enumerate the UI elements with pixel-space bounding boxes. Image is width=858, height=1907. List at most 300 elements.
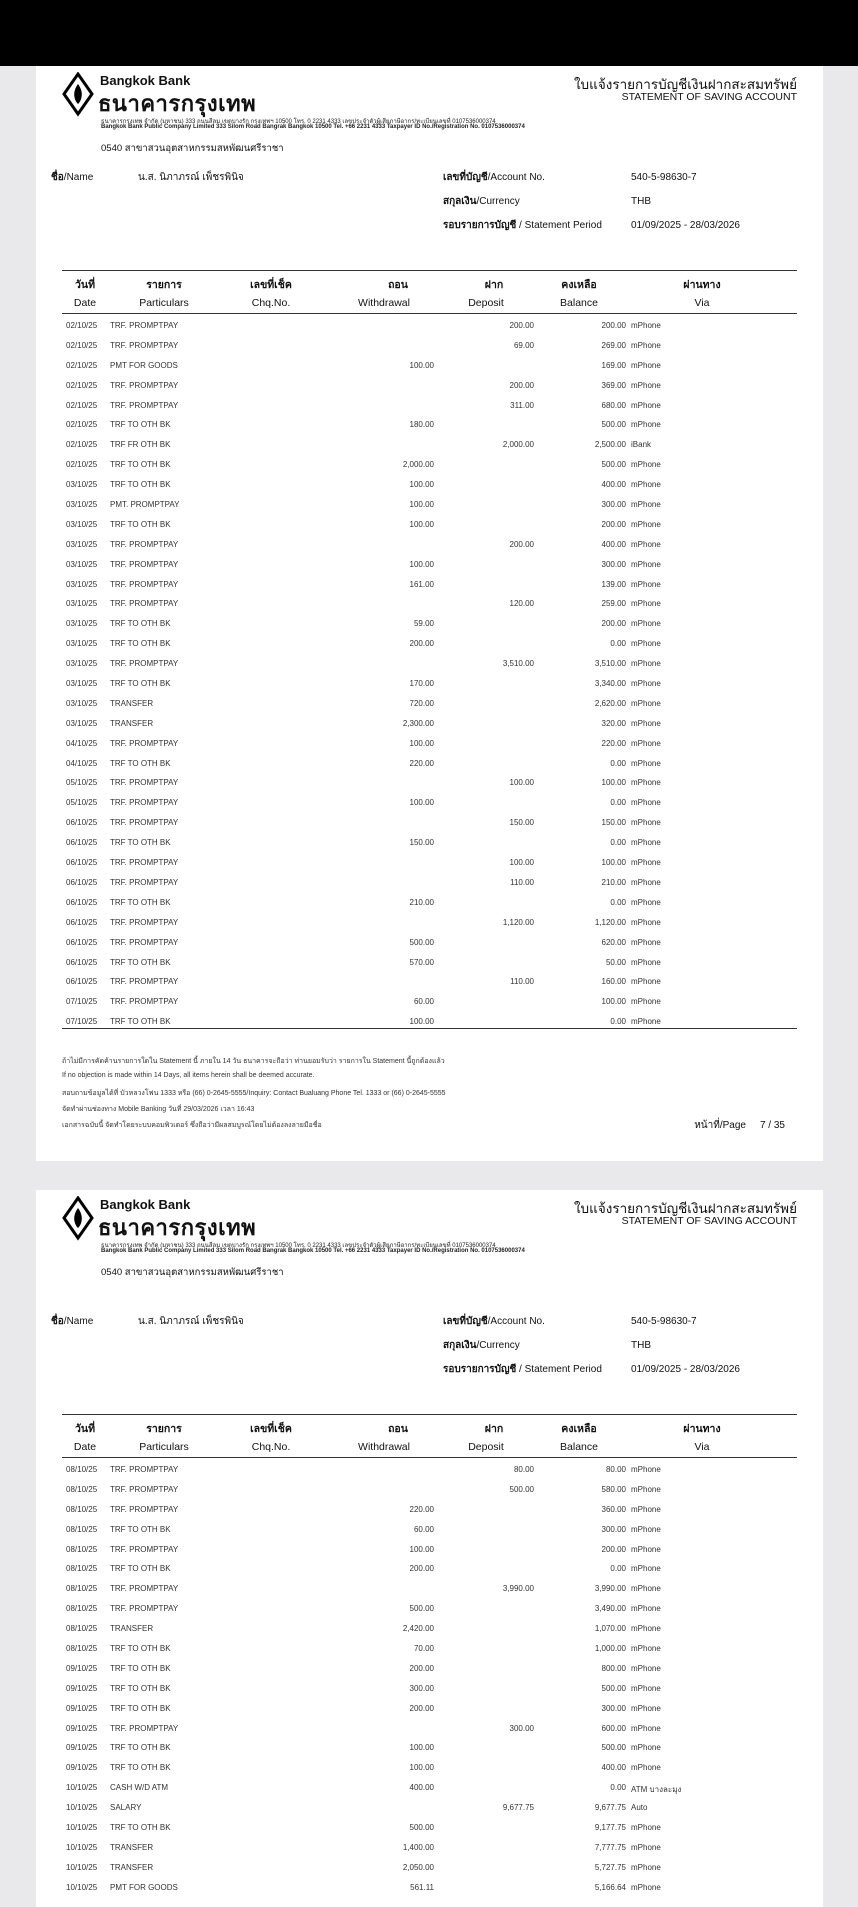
- row-balance: 400.00: [601, 539, 626, 549]
- row-balance: 800.00: [601, 1663, 626, 1673]
- row-balance: 0.00: [610, 1564, 626, 1574]
- row-particulars: TRF TO OTH BK: [110, 1823, 171, 1833]
- row-balance: 9,677.75: [594, 1803, 626, 1813]
- row-balance: 300.00: [601, 1703, 626, 1713]
- statement-period-value: 01/09/2025 - 28/03/2026: [631, 220, 740, 231]
- row-deposit: 80.00: [513, 1465, 534, 1474]
- row-deposit: 100.00: [509, 778, 534, 788]
- row-balance: 200.00: [601, 1544, 626, 1554]
- table-row: [36, 1758, 823, 1778]
- row-balance: 369.00: [601, 380, 626, 390]
- row-balance: 620.00: [601, 937, 626, 947]
- statement-period-label: รอบรายการบัญชี / Statement Period: [443, 1364, 602, 1375]
- bank-name-th: ธนาคารกรุงเทพ: [98, 1215, 257, 1240]
- col-withdrawal-en: Withdrawal: [358, 1441, 410, 1453]
- row-balance: 0.00: [610, 639, 626, 649]
- row-withdrawal: 100.00: [409, 738, 434, 748]
- row-via: mPhone: [631, 1862, 661, 1872]
- col-chq-en: Chq.No.: [251, 297, 291, 309]
- row-particulars: TRF TO OTH BK: [110, 758, 171, 768]
- row-date: 09/10/25: [66, 1663, 98, 1673]
- row-via: mPhone: [631, 480, 661, 490]
- row-via: mPhone: [631, 340, 661, 350]
- row-date: 06/10/25: [66, 818, 98, 828]
- row-particulars: TRF. PROMPTPAY: [110, 997, 179, 1007]
- row-balance: 3,490.00: [594, 1604, 626, 1614]
- col-balance-en: Balance: [560, 1441, 598, 1453]
- row-date: 08/10/25: [66, 1544, 98, 1554]
- row-via: mPhone: [631, 1504, 661, 1514]
- row-particulars: TRF TO OTH BK: [110, 519, 171, 529]
- table-row: [36, 1460, 823, 1480]
- row-date: 02/10/25: [66, 360, 98, 370]
- row-date: 03/10/25: [66, 619, 98, 629]
- row-withdrawal: 59.00: [413, 619, 434, 629]
- row-balance: 500.00: [601, 420, 626, 430]
- row-via: mPhone: [631, 1584, 661, 1594]
- table-row: [36, 336, 823, 356]
- row-via: mPhone: [631, 917, 661, 927]
- row-date: 03/10/25: [66, 698, 98, 708]
- row-particulars: TRF. PROMPTPAY: [110, 937, 179, 947]
- row-particulars: TRF. PROMPTPAY: [110, 539, 179, 549]
- table-row: [36, 893, 823, 913]
- row-via: mPhone: [631, 1882, 661, 1892]
- row-via: mPhone: [631, 1723, 661, 1733]
- row-particulars: TRF. PROMPTPAY: [110, 818, 179, 828]
- row-date: 10/10/25: [66, 1803, 98, 1813]
- row-particulars: TRF. PROMPTPAY: [110, 1723, 179, 1733]
- row-date: 03/10/25: [66, 718, 98, 728]
- table-row: [36, 793, 823, 813]
- row-balance: 200.00: [601, 619, 626, 629]
- row-date: 06/10/25: [66, 977, 98, 987]
- table-row: [36, 1659, 823, 1679]
- row-particulars: TRF TO OTH BK: [110, 1564, 171, 1574]
- row-date: 06/10/25: [66, 917, 98, 927]
- row-balance: 50.00: [605, 957, 626, 967]
- row-balance: 1,070.00: [594, 1624, 626, 1634]
- row-balance: 0.00: [610, 1017, 626, 1027]
- row-withdrawal: 561.11: [410, 1882, 434, 1892]
- row-via: mPhone: [631, 1763, 661, 1773]
- row-date: 07/10/25: [66, 1017, 98, 1027]
- row-date: 03/10/25: [66, 539, 98, 549]
- table-row: [36, 1738, 823, 1758]
- row-balance: 360.00: [601, 1504, 626, 1514]
- table-row: [36, 654, 823, 674]
- row-via: mPhone: [631, 1743, 661, 1753]
- row-date: 02/10/25: [66, 321, 98, 330]
- col-particulars-th: รายการ: [146, 279, 182, 291]
- row-particulars: TRF TO OTH BK: [110, 1743, 171, 1753]
- bank-address-th: ธนาคารกรุงเทพ จำกัด (มหาชน) 333 ถนนสีลม เขตบางรัก กรุงเทพฯ 10500 โทร. 0 2231 4333 เลขประจำตัวผู้เสียภาษีอากร/ทะเบียนเลขที่ 0107536000374: [101, 1243, 496, 1249]
- table-row: [36, 714, 823, 734]
- row-via: mPhone: [631, 420, 661, 430]
- row-deposit: 300.00: [509, 1723, 534, 1733]
- table-row: [36, 455, 823, 475]
- row-particulars: TRF. PROMPTPAY: [110, 321, 179, 330]
- row-balance: 0.00: [610, 758, 626, 768]
- row-particulars: CASH W/D ATM: [110, 1783, 169, 1793]
- col-via-en: Via: [694, 1441, 710, 1453]
- row-via: mPhone: [631, 619, 661, 629]
- row-date: 10/10/25: [66, 1862, 98, 1872]
- row-particulars: TRF TO OTH BK: [110, 1683, 171, 1693]
- row-date: 02/10/25: [66, 420, 98, 430]
- row-balance: 150.00: [601, 818, 626, 828]
- col-deposit-en: Deposit: [468, 297, 504, 309]
- name-label: ชื่อ/Name: [51, 1316, 94, 1327]
- row-particulars: TRF. PROMPTPAY: [110, 1544, 179, 1554]
- table-row: [36, 435, 823, 455]
- row-balance: 100.00: [601, 997, 626, 1007]
- row-date: 09/10/25: [66, 1763, 98, 1773]
- row-deposit: 100.00: [509, 858, 534, 868]
- row-balance: 600.00: [601, 1723, 626, 1733]
- top-black-bar: [0, 0, 858, 66]
- row-balance: 3,510.00: [594, 659, 626, 669]
- row-balance: 500.00: [601, 1743, 626, 1753]
- row-balance: 1,120.00: [594, 917, 626, 927]
- row-balance: 169.00: [601, 360, 626, 370]
- table-row: [36, 1798, 823, 1818]
- bank-address-th: ธนาคารกรุงเทพ จำกัด (มหาชน) 333 ถนนสีลม เขตบางรัก กรุงเทพฯ 10500 โทร. 0 2231 4333 เลขประจำตัวผู้เสียภาษีอากร/ทะเบียนเลขที่ 0107536000374: [101, 119, 496, 125]
- table-row: [36, 853, 823, 873]
- table-row: [36, 754, 823, 774]
- row-date: 10/10/25: [66, 1842, 98, 1852]
- row-balance: 300.00: [601, 559, 626, 569]
- row-particulars: TRF. PROMPTPAY: [110, 599, 179, 609]
- table-row: [36, 694, 823, 714]
- row-date: 02/10/25: [66, 460, 98, 470]
- table-row: [36, 674, 823, 694]
- row-balance: 269.00: [601, 340, 626, 350]
- table-row: [36, 1500, 823, 1520]
- row-particulars: TRF TO OTH BK: [110, 460, 171, 470]
- col-withdrawal-th: ถอน: [388, 279, 408, 291]
- row-via: mPhone: [631, 579, 661, 589]
- table-row: [36, 813, 823, 833]
- col-date-en: Date: [73, 297, 97, 309]
- row-via: mPhone: [631, 321, 661, 330]
- row-particulars: TRF TO OTH BK: [110, 619, 171, 629]
- row-deposit: 69.00: [513, 340, 534, 350]
- row-withdrawal: 220.00: [409, 758, 434, 768]
- row-date: 03/10/25: [66, 500, 98, 510]
- row-withdrawal: 100.00: [409, 360, 434, 370]
- branch-name: 0540 สาขาสวนอุตสาหกรรมสหพัฒนศรีราชา: [101, 1267, 284, 1278]
- table-bottom-rule: [62, 1028, 797, 1029]
- row-balance: 3,990.00: [594, 1584, 626, 1594]
- row-via: mPhone: [631, 718, 661, 728]
- row-via: mPhone: [631, 1544, 661, 1554]
- row-via: mPhone: [631, 400, 661, 410]
- row-particulars: TRF TO OTH BK: [110, 1663, 171, 1673]
- row-via: mPhone: [631, 1564, 661, 1574]
- row-particulars: TRF. PROMPTPAY: [110, 1604, 179, 1614]
- row-particulars: TRF. PROMPTPAY: [110, 579, 179, 589]
- bangkok-bank-logo-icon: [62, 72, 94, 118]
- row-date: 03/10/25: [66, 659, 98, 669]
- row-date: 08/10/25: [66, 1484, 98, 1494]
- row-particulars: PMT FOR GOODS: [110, 1882, 178, 1892]
- row-particulars: TRF TO OTH BK: [110, 480, 171, 490]
- table-row: [36, 913, 823, 933]
- row-via: mPhone: [631, 698, 661, 708]
- row-via: mPhone: [631, 360, 661, 370]
- row-via: mPhone: [631, 1465, 661, 1474]
- table-row: [36, 614, 823, 634]
- bank-name-en: Bangkok Bank: [100, 1197, 191, 1212]
- row-date: 08/10/25: [66, 1624, 98, 1634]
- table-header-rule: [62, 313, 797, 314]
- row-via: mPhone: [631, 380, 661, 390]
- row-via: mPhone: [631, 977, 661, 987]
- row-withdrawal: 220.00: [409, 1504, 434, 1514]
- table-row: [36, 1679, 823, 1699]
- branch-name: 0540 สาขาสวนอุตสาหกรรมสหพัฒนศรีราชา: [101, 143, 284, 154]
- row-date: 08/10/25: [66, 1504, 98, 1514]
- row-date: 05/10/25: [66, 798, 98, 808]
- row-via: mPhone: [631, 858, 661, 868]
- col-particulars-en: Particulars: [139, 297, 189, 309]
- row-date: 03/10/25: [66, 480, 98, 490]
- row-date: 09/10/25: [66, 1683, 98, 1693]
- footer-objection-en: If no objection is made within 14 Days, all items herein shall be deemed accurate.: [62, 1072, 315, 1079]
- name-label: ชื่อ/Name: [51, 172, 94, 183]
- row-via: mPhone: [631, 1842, 661, 1852]
- row-deposit: 1,120.00: [502, 917, 534, 927]
- row-deposit: 110.00: [510, 877, 534, 887]
- row-via: mPhone: [631, 838, 661, 848]
- row-particulars: TRANSFER: [110, 718, 154, 728]
- row-balance: 400.00: [601, 1763, 626, 1773]
- row-balance: 580.00: [601, 1484, 626, 1494]
- account-no-value: 540-5-98630-7: [631, 172, 697, 183]
- row-particulars: TRF. PROMPTPAY: [110, 917, 179, 927]
- row-balance: 300.00: [601, 500, 626, 510]
- row-deposit: 2,000.00: [502, 440, 534, 450]
- row-particulars: TRF TO OTH BK: [110, 639, 171, 649]
- row-particulars: TRF. PROMPTPAY: [110, 1465, 179, 1474]
- col-date-th: วันที่: [75, 1423, 95, 1435]
- col-deposit-th: ฝาก: [484, 279, 504, 291]
- row-particulars: TRF TO OTH BK: [110, 420, 171, 430]
- row-balance: 259.00: [601, 599, 626, 609]
- row-date: 06/10/25: [66, 957, 98, 967]
- statement-period-label: รอบรายการบัญชี / Statement Period: [443, 220, 602, 231]
- row-withdrawal: 100.00: [409, 1743, 434, 1753]
- col-chq-th: เลขที่เช็ค: [250, 279, 292, 291]
- table-header-rule: [62, 1457, 797, 1458]
- col-via-th: ผ่านทาง: [683, 1423, 721, 1435]
- row-withdrawal: 200.00: [409, 1564, 434, 1574]
- row-date: 04/10/25: [66, 738, 98, 748]
- row-balance: 200.00: [601, 321, 626, 330]
- account-no-value: 540-5-98630-7: [631, 1316, 697, 1327]
- row-withdrawal: 300.00: [409, 1683, 434, 1693]
- row-date: 03/10/25: [66, 519, 98, 529]
- row-date: 06/10/25: [66, 937, 98, 947]
- row-balance: 0.00: [610, 798, 626, 808]
- row-particulars: TRF TO OTH BK: [110, 838, 171, 848]
- row-date: 10/10/25: [66, 1823, 98, 1833]
- row-particulars: TRF. PROMPTPAY: [110, 858, 179, 868]
- row-balance: 210.00: [601, 877, 626, 887]
- transaction-list-page-1: [36, 316, 823, 1032]
- row-particulars: TRF. PROMPTPAY: [110, 559, 179, 569]
- row-withdrawal: 60.00: [413, 1524, 434, 1534]
- row-balance: 5,166.64: [594, 1882, 626, 1892]
- row-balance: 139.00: [601, 579, 626, 589]
- row-withdrawal: 180.00: [409, 420, 434, 430]
- row-via: mPhone: [631, 897, 661, 907]
- table-row: [36, 555, 823, 575]
- row-particulars: TRF. PROMPTPAY: [110, 400, 179, 410]
- row-via: mPhone: [631, 738, 661, 748]
- table-row: [36, 376, 823, 396]
- row-date: 02/10/25: [66, 400, 98, 410]
- row-balance: 5,727.75: [594, 1862, 626, 1872]
- statement-title-en: STATEMENT OF SAVING ACCOUNT: [621, 91, 797, 103]
- row-withdrawal: 100.00: [409, 1017, 434, 1027]
- row-withdrawal: 720.00: [409, 698, 434, 708]
- row-particulars: TRANSFER: [110, 1842, 154, 1852]
- row-particulars: TRF. PROMPTPAY: [110, 380, 179, 390]
- row-via: mPhone: [631, 599, 661, 609]
- row-deposit: 200.00: [509, 321, 534, 330]
- row-withdrawal: 210.00: [409, 897, 434, 907]
- statement-title-en: STATEMENT OF SAVING ACCOUNT: [621, 1215, 797, 1227]
- table-row: [36, 594, 823, 614]
- row-balance: 0.00: [610, 838, 626, 848]
- table-row: [36, 1818, 823, 1838]
- footer-computer-generated: เอกสารฉบับนี้ จัดทำโดยระบบคอมพิวเตอร์ ซึ่งถือว่ามีผลสมบูรณ์โดยไม่ต้องลงลายมือชื่อ: [62, 1122, 322, 1129]
- row-particulars: TRF. PROMPTPAY: [110, 340, 179, 350]
- col-withdrawal-en: Withdrawal: [358, 297, 410, 309]
- row-date: 04/10/25: [66, 758, 98, 768]
- table-row: [36, 495, 823, 515]
- row-via: mPhone: [631, 1484, 661, 1494]
- row-date: 08/10/25: [66, 1644, 98, 1654]
- row-withdrawal: 2,300.00: [402, 718, 434, 728]
- row-date: 03/10/25: [66, 559, 98, 569]
- col-balance-th: คงเหลือ: [561, 1423, 597, 1435]
- table-row: [36, 933, 823, 953]
- row-via: mPhone: [631, 818, 661, 828]
- table-row: [36, 1559, 823, 1579]
- row-particulars: TRF TO OTH BK: [110, 1644, 171, 1654]
- row-withdrawal: 2,000.00: [402, 460, 434, 470]
- table-row: [36, 1719, 823, 1739]
- row-particulars: TRF. PROMPTPAY: [110, 798, 179, 808]
- row-balance: 100.00: [601, 858, 626, 868]
- row-via: mPhone: [631, 1624, 661, 1634]
- row-withdrawal: 70.00: [413, 1644, 434, 1654]
- row-balance: 500.00: [601, 1683, 626, 1693]
- bank-address-en: Bangkok Bank Public Company Limited 333 Silom Road Bangrak Bangkok 10500 Tel. +66 2231 4333 Taxpayer ID No./Registration No. 0107536000374: [101, 1248, 525, 1254]
- row-particulars: TRANSFER: [110, 1624, 154, 1634]
- row-withdrawal: 200.00: [409, 1663, 434, 1673]
- statement-title-th: ใบแจ้งรายการบัญชีเงินฝากสะสมทรัพย์: [573, 1201, 797, 1216]
- table-top-rule: [62, 270, 797, 271]
- table-row: [36, 356, 823, 376]
- bangkok-bank-logo-icon: [62, 1196, 94, 1242]
- col-date-th: วันที่: [75, 279, 95, 291]
- row-withdrawal: 570.00: [409, 957, 434, 967]
- row-via: mPhone: [631, 1644, 661, 1654]
- row-via: mPhone: [631, 1524, 661, 1534]
- table-row: [36, 575, 823, 595]
- currency-label: สกุลเงิน/Currency: [443, 1340, 520, 1351]
- row-date: 08/10/25: [66, 1564, 98, 1574]
- table-row: [36, 1699, 823, 1719]
- row-via: mPhone: [631, 997, 661, 1007]
- row-deposit: 150.00: [509, 818, 534, 828]
- row-deposit: 200.00: [509, 539, 534, 549]
- row-via: mPhone: [631, 758, 661, 768]
- row-withdrawal: 500.00: [409, 937, 434, 947]
- row-via: mPhone: [631, 1703, 661, 1713]
- table-row: [36, 833, 823, 853]
- bank-name-th: ธนาคารกรุงเทพ: [98, 91, 257, 116]
- row-withdrawal: 1,400.00: [402, 1842, 434, 1852]
- row-via: mPhone: [631, 957, 661, 967]
- row-balance: 7,777.75: [594, 1842, 626, 1852]
- row-balance: 3,340.00: [594, 679, 626, 689]
- table-row: [36, 773, 823, 793]
- row-particulars: TRF TO OTH BK: [110, 957, 171, 967]
- table-row: [36, 1878, 823, 1898]
- table-row: [36, 953, 823, 973]
- row-particulars: TRF TO OTH BK: [110, 1524, 171, 1534]
- row-via: mPhone: [631, 460, 661, 470]
- row-via: mPhone: [631, 679, 661, 689]
- row-deposit: 3,990.00: [502, 1584, 534, 1594]
- row-date: 02/10/25: [66, 440, 98, 450]
- currency-value: THB: [631, 1340, 651, 1351]
- table-row: [36, 1599, 823, 1619]
- currency-label: สกุลเงิน/Currency: [443, 196, 520, 207]
- row-via: mPhone: [631, 1823, 661, 1833]
- row-balance: 80.00: [605, 1465, 626, 1474]
- row-particulars: TRANSFER: [110, 1862, 154, 1872]
- row-via: iBank: [631, 440, 652, 450]
- row-date: 09/10/25: [66, 1723, 98, 1733]
- bank-address-en: Bangkok Bank Public Company Limited 333 Silom Road Bangrak Bangkok 10500 Tel. +66 2231 4333 Taxpayer ID No./Registration No. 0107536000374: [101, 124, 525, 130]
- row-date: 08/10/25: [66, 1524, 98, 1534]
- row-date: 10/10/25: [66, 1783, 98, 1793]
- col-deposit-en: Deposit: [468, 1441, 504, 1453]
- row-via: mPhone: [631, 500, 661, 510]
- footer-inquiry: สอบถามข้อมูลได้ที่ บัวหลวงโฟน 1333 หรือ (66) 0-2645-5555/Inquiry: Contact Bualuang Phone Tel. 1333 or (66) 0-2645-5555: [62, 1090, 446, 1097]
- footer-generated: จัดทำผ่านช่องทาง Mobile Banking วันที่ 29/03/2026 เวลา 16:43: [62, 1106, 255, 1113]
- row-withdrawal: 200.00: [409, 639, 434, 649]
- row-particulars: TRF. PROMPTPAY: [110, 977, 179, 987]
- row-withdrawal: 100.00: [409, 519, 434, 529]
- name-value: น.ส. นิภาภรณ์ เพ็ชรพินิจ: [138, 172, 244, 183]
- table-top-rule: [62, 1414, 797, 1415]
- table-row: [36, 873, 823, 893]
- col-chq-en: Chq.No.: [251, 1441, 291, 1453]
- row-withdrawal: 100.00: [409, 798, 434, 808]
- row-particulars: PMT FOR GOODS: [110, 360, 178, 370]
- row-via: mPhone: [631, 539, 661, 549]
- row-via: mPhone: [631, 639, 661, 649]
- footer-objection-th: ถ้าไม่มีการคัดค้านรายการใดใน Statement นี้ ภายใน 14 วัน ธนาคารจะถือว่า ท่านยอมรับว่า รายการใน Statement นี้ถูกต้องแล้ว: [62, 1058, 445, 1065]
- row-withdrawal: 100.00: [409, 500, 434, 510]
